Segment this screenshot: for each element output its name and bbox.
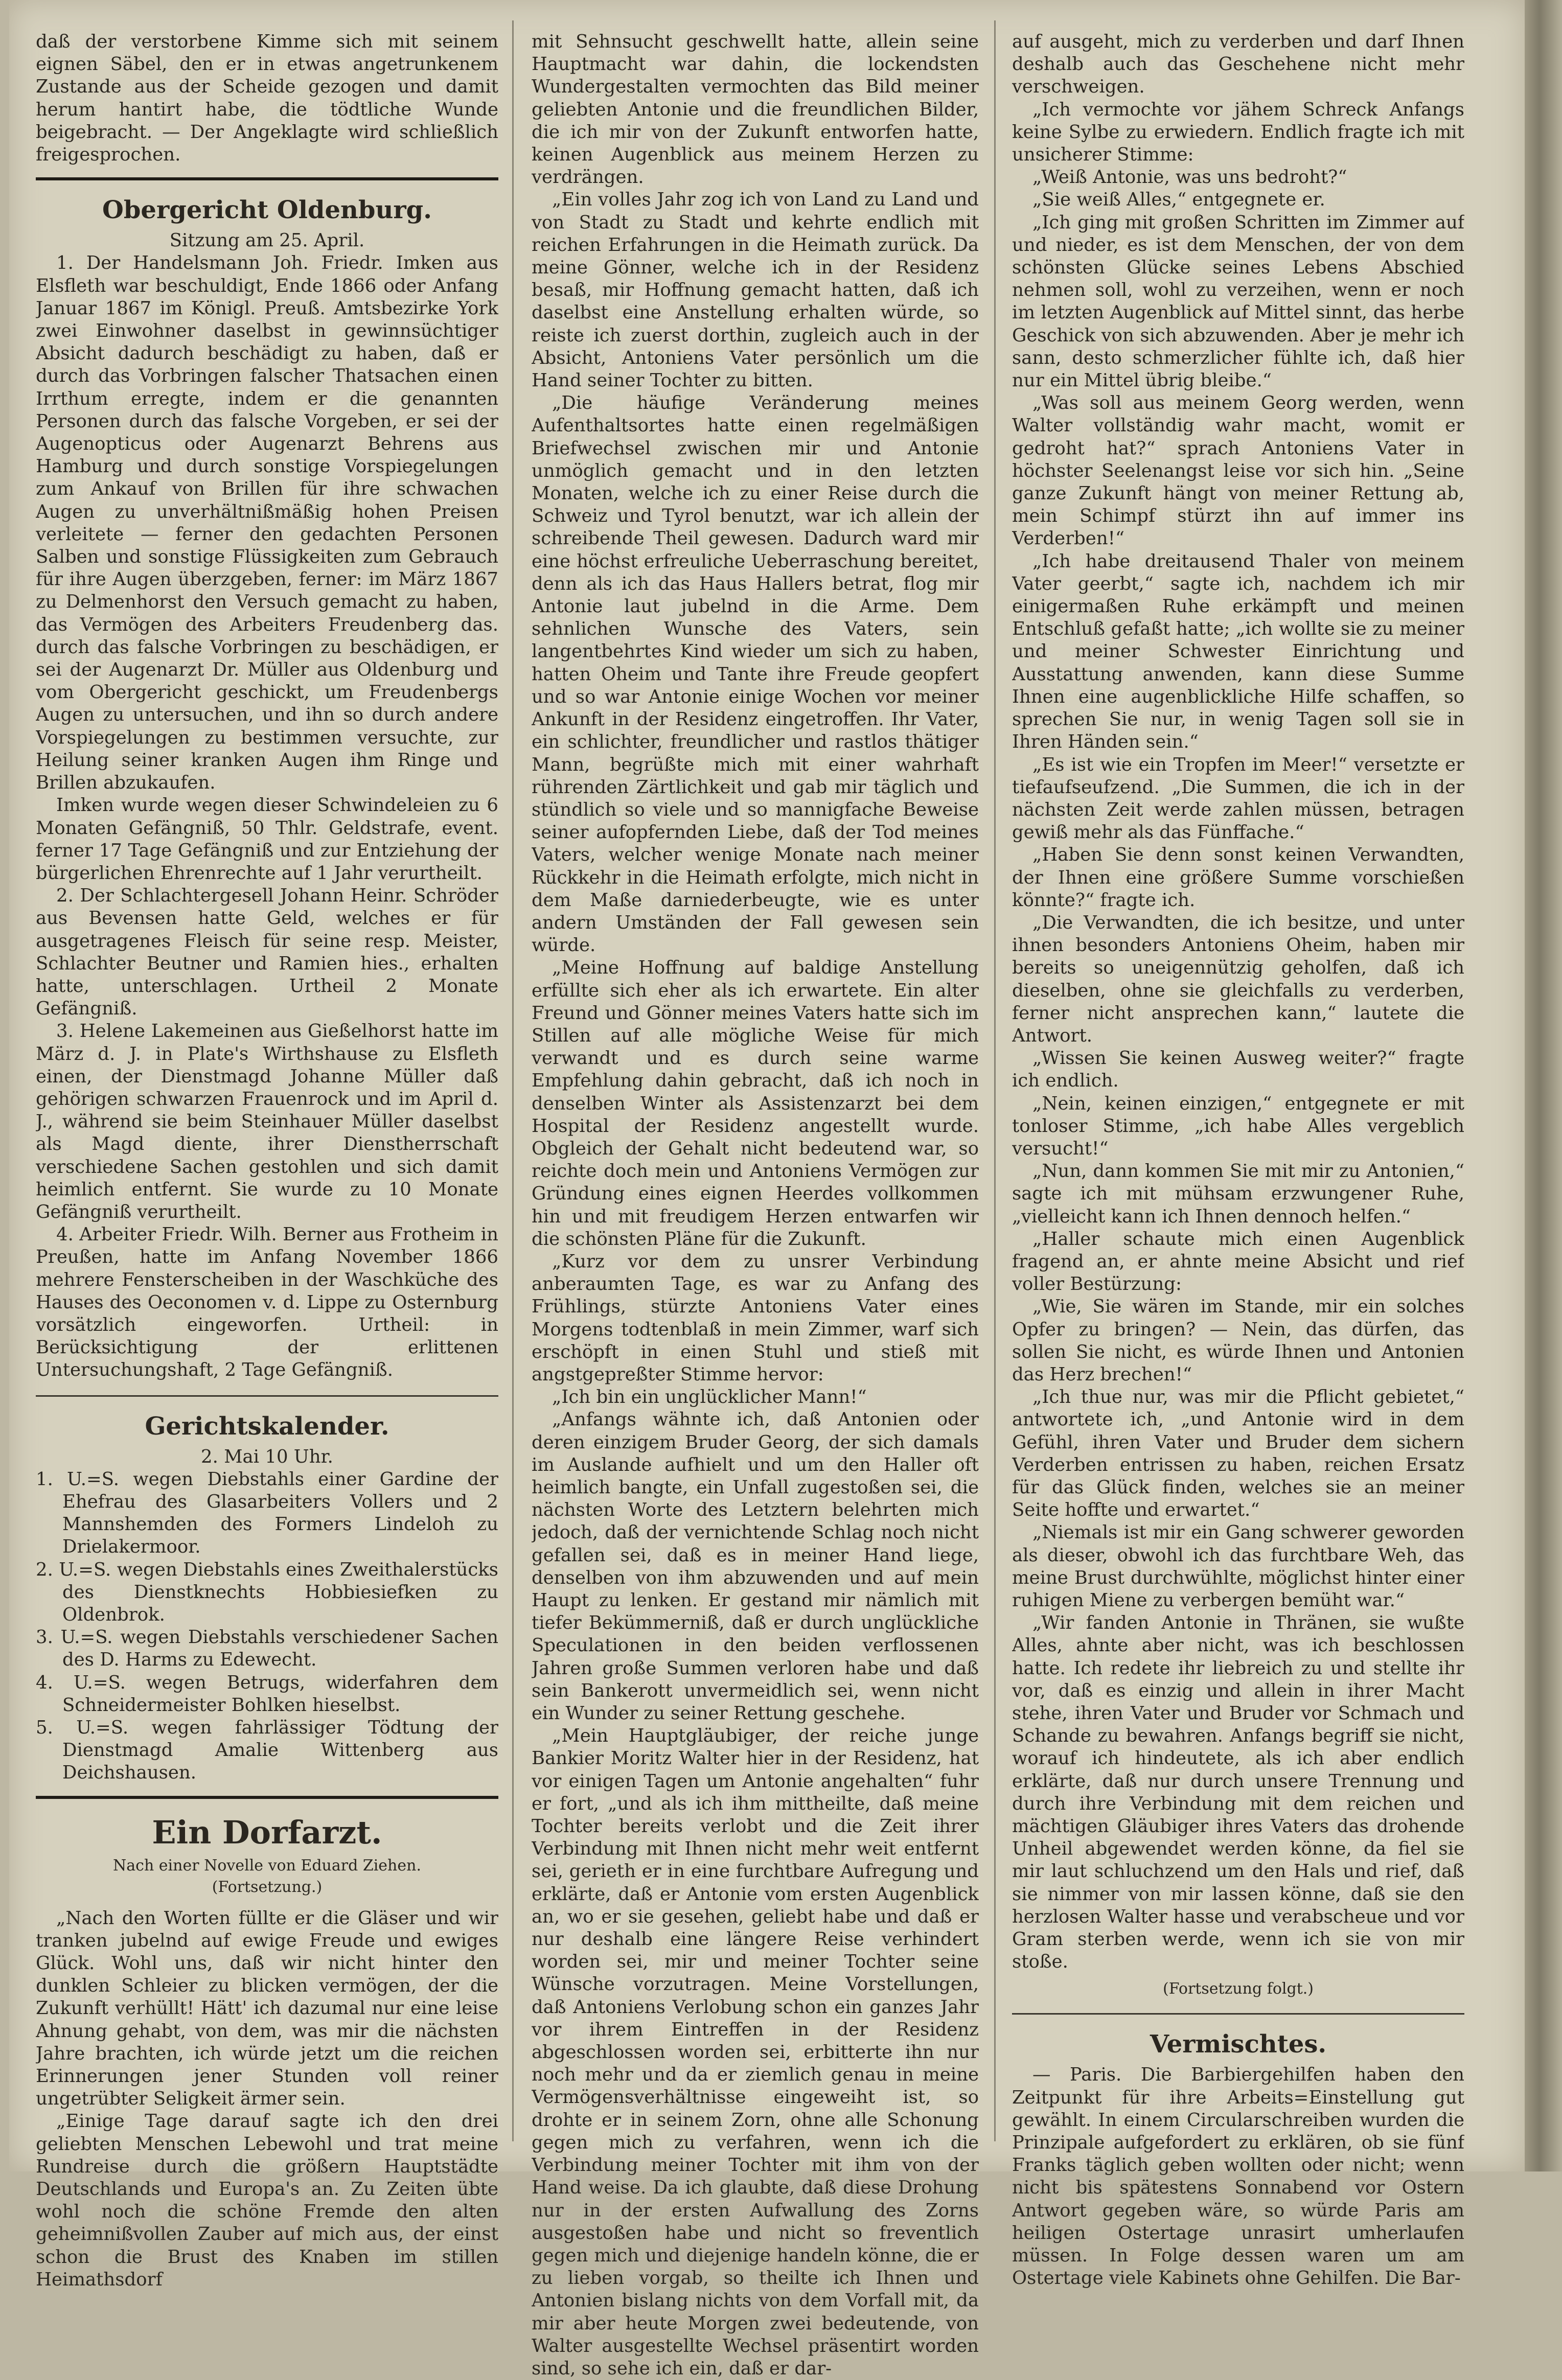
novel-heading: Ein Dorfarzt.	[152, 1813, 382, 1851]
novel-paragraph: mit Sehnsucht geschwellt hatte, allein seine Hauptmacht war dahin, die lockendsten Wundergestalten vermochten das Bild meiner geliebten Antonie und die freundlichen Bilder, die ich mir von der Zukunft entworfen hatte, keinen Augenblick aus meinem Herzen zu verdrängen.	[532, 31, 979, 188]
calendar-item: 3. U.=S. wegen Diebstahls verschiedener Sachen des D. Harms zu Edewecht.	[36, 1627, 498, 1671]
court-item: 2. Der Schlachtergesell Johann Heinr. Schröder aus Bevensen hatte Geld, welches er für ausgetragenes Fleisch für seine resp. Meister, Schlachter Beutner und Ramien hies., erhalten hatte, unterschlagen. Urtheil 2 Monate Gefängniß.	[36, 885, 498, 1020]
calendar-heading: Gerichtskalender.	[145, 1412, 389, 1441]
novel-paragraph: „Nun, dann kommen Sie mit mir zu Antonien,“ sagte ich mit mühsam erzwungener Ruhe, „vielleicht kann ich Ihnen dennoch helfen.“	[1012, 1161, 1464, 1227]
page-edge	[1525, 0, 1562, 2171]
novel-paragraph: „Haller schaute mich einen Augenblick fragend an, er ahnte meine Absicht und rief voller Bestürzung:	[1012, 1228, 1464, 1295]
novel-paragraph: „Nach den Worten füllte er die Gläser und wir tranken jubelnd auf ewige Freude und ewiges Glück. Wohl uns, daß wir nicht hinter den dunklen Schleier zu blicken vermögen, der die Zukunft verhüllt! Hätt' ich dazumal nur eine leise Ahnung gehabt, von dem, was mir die nächsten Jahre brachten, ich würde jetzt um die reichen Erinnerungen jener Stunden voll reiner ungetrübter Seligkeit ärmer sein.	[36, 1907, 498, 2110]
novel-paragraph: „Wir fanden Antonie in Thränen, sie wußte Alles, ahnte aber nicht, was ich beschlossen hatte. Ich redete ihr liebreich zu und stellte ihr vor, daß es einzig und allein in ihrer Macht stehe, ihren Vater und Bruder vor Schmach und Schande zu bewahren. Anfangs begriff sie nicht, worauf ich hindeutete, als ich aber endlich erklärte, daß nur durch unsere Trennung und durch ihre Verbindung mit dem reichen und mächtigen Gläubiger ihres Vaters das drohende Unheil abgewendet werden könne, da fiel sie mir laut schluchzend um den Hals und rief, daß sie nimmer von mir lassen könne, daß sie den herzlosen Walter hasse und verabscheue und vor Gram sterben werde, wenn ich sie von mir stoße.	[1012, 1612, 1464, 1973]
calendar-item: 1. U.=S. wegen Diebstahls einer Gardine der Ehefrau des Glasarbeiters Vollers und 2 Mannshemden des Formers Lindeloh zu Drielakermoor.	[36, 1468, 498, 1558]
misc-paragraph: — Paris. Die Barbiergehilfen haben den Zeitpunkt für ihre Arbeits=Einstellung gut gewählt. In einem Circularschreiben wurden die Prinzipale aufgefordert zu erklären, ob sie fünf Franks täglich geben wollten oder nicht; wenn nicht bis spätestens Sonnabend vor Ostern Antwort gegeben wäre, so würde Paris am heiligen Ostertage unrasirt umherlaufen müssen. In Folge dessen waren um am Ostertage viele Kabinets ohne Gehilfen. Die Bar-	[1012, 2064, 1464, 2289]
novel-paragraph: „Meine Hoffnung auf baldige Anstellung erfüllte sich eher als ich erwartete. Ein alter Freund und Gönner meines Vaters hatte sich im Stillen auf alle mögliche Weise für mich verwandt und es durch seine warme Empfehlung dahin gebracht, daß ich noch in denselben Winter als Assistenzarzt bei dem Hospital der Residenz angestellt wurde. Obgleich der Gehalt nicht bedeutend war, so reichte doch mein und Antoniens Vermögen zur Gründung eines eignen Heerdes vollkommen hin und mit freudigem Herzen entwarfen wir die schönsten Pläne für die Zukunft.	[532, 957, 979, 1250]
court-heading: Obergericht Oldenburg.	[102, 196, 432, 225]
novel-paragraph: „Ich bin ein unglücklicher Mann!“	[552, 1387, 867, 1408]
court-item: 4. Arbeiter Friedr. Wilh. Berner aus Frotheim in Preußen, hatte im Anfang November 1866 mehrere Fensterscheiben in der Waschküche des Hauses des Oeconomen v. d. Lippe zu Osternburg vorsätzlich eingeworfen. Urtheil: in Berücksichtigung der erlittenen Untersuchungshaft, 2 Tage Gefängniß.	[36, 1224, 498, 1381]
novel-byline: Nach einer Novelle von Eduard Ziehen.	[113, 1856, 421, 1875]
column-1	[36, 31, 498, 2291]
novel-paragraph: „Ich thue nur, was mir die Pflicht gebietet,“ antwortete ich, „und Antonie wird in dem Gefühl, ihren Vater und Bruder dem sichern Verderben entrissen zu haben, reichen Ersatz für das Glück finden, welches sie an meiner Seite hoffte und erwartet.“	[1012, 1387, 1464, 1521]
column-rule-2	[994, 20, 996, 2141]
novel-paragraph: „Anfangs wähnte ich, daß Antonien oder deren einzigem Bruder Georg, der sich damals im Auslande aufhielt und um den Haller oft heimlich bangte, ein Unfall zugestoßen sei, die nächsten Worte des Letztern belehrten mich jedoch, daß der vernichtende Schlag noch nicht gefallen sei, daß es in meiner Hand liege, denselben von ihm abzuwenden und auf mein Haupt zu lenken. Er gestand mir nämlich mit tiefer Bekümmerniß, daß er durch unglückliche Speculationen in den beiden verflossenen Jahren große Summen verloren habe und daß sein Bankerott unvermeidlich sei, wenn nicht ein Wunder zu seiner Rettung geschehe.	[532, 1409, 979, 1724]
court-item: 3. Helene Lakemeinen aus Gießelhorst hatte im März d. J. in Plate's Wirthshause zu Elsfleth einen, der Dienstmagd Johanne Müller daß gehörigen schwarzen Frauenrock und im April d. J., während sie beim Steinhauer Müller daselbst als Magd diente, ihrer Dienstherrschaft verschiedene Sachen gestohlen und sich damit heimlich entfernt. Sie wurde zu 10 Monate Gefängniß verurtheilt.	[36, 1021, 498, 1222]
court-report-ending: daß der verstorbene Kimme sich mit seinem eignen Säbel, den er in etwas angetrunkenem Zustande aus der Scheide gezogen und damit herum hantirt habe, die tödtliche Wunde beigebracht. — Der Angeklagte wird schließlich freigesprochen.	[36, 31, 498, 166]
novel-paragraph: „Nein, keinen einzigen,“ entgegnete er mit tonloser Stimme, „ich habe Alles vergeblich versucht!“	[1012, 1093, 1464, 1159]
novel-paragraph: „Es ist wie ein Tropfen im Meer!“ versetzte er tiefaufseufzend. „Die Summen, die ich in der nächsten Zeit werde zahlen müssen, betragen gewiß mehr als das Fünffache.“	[1012, 754, 1464, 843]
novel-paragraph: „Niemals ist mir ein Gang schwerer geworden als dieser, obwohl ich das furchtbare Weh, das meine Brust durchwühlte, möglichst hinter einer ruhigen Miene zu verbergen bemüht war.“	[1012, 1522, 1464, 1611]
section-divider	[36, 177, 498, 180]
calendar-item: 2. U.=S. wegen Diebstahls eines Zweithalerstücks des Dienstknechts Hobbiesiefken zu Oldenbrok.	[36, 1559, 498, 1625]
novel-paragraph: „Kurz vor dem zu unsrer Verbindung anberaumten Tage, es war zu Anfang des Frühlings, stürzte Antoniens Vater eines Morgens todtenblaß in mein Zimmer, warf sich erschöpft in einen Stuhl und stieß mit angstgepreßter Stimme hervor:	[532, 1251, 979, 1385]
novel-paragraph: „Sie weiß Alles,“ entgegnete er.	[1032, 189, 1325, 211]
novel-paragraph: „Ich ging mit großen Schritten im Zimmer auf und nieder, es ist dem Menschen, der von dem schönsten Glücke seines Lebens Abschied nehmen soll, wohl zu verzeihen, wenn er noch im letzten Augenblick auf Mittel sinnt, das herbe Geschick von sich abzuwenden. Aber je mehr ich sann, desto schmerzlicher fühlte ich, daß hier nur ein Mittel übrig bleibe.“	[1012, 212, 1464, 391]
column-3	[1012, 31, 1464, 2290]
novel-paragraph: „Ich vermochte vor jähem Schreck Anfangs keine Sylbe zu erwiedern. Endlich fragte ich mit unsicherer Stimme:	[1012, 99, 1464, 166]
column-rule-1	[512, 20, 514, 2141]
novel-continuation: (Fortsetzung.)	[212, 1878, 323, 1896]
section-divider	[36, 1796, 498, 1799]
section-divider	[1012, 2013, 1464, 2015]
novel-paragraph: „Ein volles Jahr zog ich von Land zu Land und von Stadt zu Stadt und kehrte endlich mit reichen Erfahrungen in die Heimath zurück. Da meine Gönner, welche ich in der Residenz besaß, mir Hoffnung gemacht hatten, daß ich daselbst eine Anstellung erhalten würde, so reiste ich zuerst dorthin, zugleich auch in der Absicht, Antoniens Vater persönlich um die Hand seiner Tochter zu bitten.	[532, 189, 979, 391]
novel-paragraph: „Weiß Antonie, was uns bedroht?“	[1032, 167, 1347, 188]
court-item: 1. Der Handelsmann Joh. Friedr. Imken aus Elsfleth war beschuldigt, Ende 1866 oder Anfang Januar 1867 im Königl. Preuß. Amtsbezirke York zwei Einwohner daselbst in gewinnsüchtiger Absicht dadurch beschädigt zu haben, daß er durch das Vorbringen falscher Thatsachen einen Irrthum erregte, indem er die genannten Personen durch das falsche Vorgeben, er sei der Augenopticus oder Augenarzt Behrens aus Hamburg und durch sonstige Vorspiegelungen zum Ankauf von Brillen für ihre schwachen Augen zu unverhältnißmäßig hohen Preisen verleitete — ferner den gedachten Personen Salben und sonstige Flüssigkeiten zum Gebrauch für ihre Augen überzgeben, ferner: im März 1867 zu Delmenhorst den Versuch gemacht zu haben, das Vermögen des Arbeiters Freudenberg das. durch das falsche Vorbringen zu beschädigen, er sei der Augenarzt Dr. Müller aus Oldenburg und vom Obergericht geschickt, um Freudenbergs Augen zu untersuchen, und ihn so durch andere Vorspiegelungen zu bestimmen versuchte, zur Heilung seiner kranken Augen ihm Ringe und Brillen abzukaufen.	[36, 252, 498, 794]
misc-heading: Vermischtes.	[1150, 2030, 1327, 2059]
to-be-continued: (Fortsetzung folgt.)	[1163, 1980, 1314, 1998]
calendar-item: 5. U.=S. wegen fahrlässiger Tödtung der Dienstmagd Amalie Wittenberg aus Deichshausen.	[36, 1717, 498, 1784]
court-session-date: Sitzung am 25. April.	[169, 230, 365, 251]
novel-paragraph: „Ich habe dreitausend Thaler von meinem Vater geerbt,“ sagte ich, nachdem ich mir einigermaßen Ruhe erkämpft und meinen Entschluß gefaßt hatte; „ich wollte sie zu meiner und meiner Schwester Einrichtung und Ausstattung anwenden, kann diese Summe Ihnen eine augenblickliche Hilfe schaffen, so sprechen Sie nur, in wenig Tagen soll sie in Ihren Händen sein.“	[1012, 550, 1464, 753]
novel-paragraph: „Die häufige Veränderung meines Aufenthaltsortes hatte einen regelmäßigen Briefwechsel zwischen mir und Antonie unmöglich gemacht und in den letzten Monaten, welche ich zu einer Reise durch die Schweiz und Tyrol benutzt, war ich allein der schreibende Theil gewesen. Dadurch ward mir eine höchst erfreuliche Ueberraschung bereitet, denn als ich das Haus Hallers betrat, flog mir Antonie laut jubelnd in die Arme. Dem sehnlichen Wunsche des Vaters, sein langentbehrtes Kind wieder um sich zu haben, hatten Oheim und Tante ihre Freude geopfert und so war Antonie einige Wochen vor meiner Ankunft in der Residenz eingetroffen. Ihr Vater, ein schlichter, freundlicher und rastlos thätiger Mann, begrüßte mich mit einer wahrhaft rührenden Zärtlichkeit und gab mir täglich und stündlich so viele und so mannigfache Beweise seiner aufopfernden Liebe, daß der Tod meines Vaters, welcher wenige Monate nach meiner Rückkehr in die Heimath erfolgte, mich nicht in dem Maße darniederbeugte, wie es unter andern Umständen der Fall gewesen sein würde.	[532, 392, 979, 956]
novel-paragraph: „Die Verwandten, die ich besitze, und unter ihnen besonders Antoniens Oheim, haben mir bereits so uneigennützig geholfen, daß ich dieselben, ohne sie gleichfalls zu verderben, ferner nicht ansprechen kann,“ lautete die Antwort.	[1012, 912, 1464, 1046]
novel-paragraph: auf ausgeht, mich zu verderben und darf Ihnen deshalb auch das Geschehene nicht mehr verschweigen.	[1012, 31, 1464, 98]
calendar-date: 2. Mai 10 Uhr.	[201, 1446, 333, 1467]
novel-paragraph: „Wissen Sie keinen Ausweg weiter?“ fragte ich endlich.	[1012, 1048, 1464, 1092]
novel-paragraph: „Wie, Sie wären im Stande, mir ein solches Opfer zu bringen? — Nein, das dürfen, das sollen Sie nicht, es würde Ihnen und Antonien das Herz brechen!“	[1012, 1296, 1464, 1385]
novel-paragraph: „Haben Sie denn sonst keinen Verwandten, der Ihnen eine größere Summe vorschießen könnte?“ fragte ich.	[1012, 844, 1464, 911]
section-divider	[36, 1395, 498, 1397]
column-2	[532, 31, 979, 2380]
novel-paragraph: „Mein Hauptgläubiger, der reiche junge Bankier Moritz Walter hier in der Residenz, hat vor einigen Tagen um Antonie angehalten“ fuhr er fort, „und als ich ihm mittheilte, daß meine Tochter bereits verlobt und die Zeit ihrer Verbindung mit Ihnen nicht mehr weit entfernt sei, gerieth er in eine furchtbare Aufregung und erklärte, daß er Antonie vom ersten Augenblick an, wo er sie gesehen, geliebt habe und daß er nur deshalb eine längere Reise verhindert worden sei, mir und meiner Tochter seine Wünsche vorzutragen. Meine Vorstellungen, daß Antoniens Verlobung schon ein ganzes Jahr vor ihrem Eintreffen in der Residenz abgeschlossen worden sei, erbitterte ihn nur noch mehr und da er ziemlich genau in meine Vermögensverhältnisse eingeweiht ist, so drohte er in seinem Zorn, ohne alle Schonung gegen mich zu verfahren, wenn ich die Verbindung meiner Tochter mit ihm von der Hand weise. Da ich glaubte, daß diese Drohung nur in der ersten Aufwallung des Zorns ausgestoßen habe und nicht so freventlich gegen mich und diejenige handeln könne, die er zu lieben vorgab, so theilte ich Ihnen und Antonien bislang nichts von dem Vorfall mit, da mir aber heute Morgen zwei bedeutende, von Walter ausgestellte Wechsel präsentirt worden sind, so sehe ich ein, daß er dar-	[532, 1725, 979, 2379]
novel-paragraph: „Was soll aus meinem Georg werden, wenn Walter vollständig wahr macht, womit er gedroht hat?“ sprach Antoniens Vater in höchster Seelenangst leise vor sich hin. „Seine ganze Zukunft hängt von meiner Rettung ab, mein Schimpf stürzt ihn auf immer ins Verderben!“	[1012, 392, 1464, 549]
court-item: Imken wurde wegen dieser Schwindeleien zu 6 Monaten Gefängniß, 50 Thlr. Geldstrafe, event. ferner 17 Tage Gefängniß und zur Entziehung der bürgerlichen Ehrenrechte auf 1 Jahr verurtheilt.	[36, 795, 498, 884]
novel-paragraph: „Einige Tage darauf sagte ich den drei geliebten Menschen Lebewohl und trat meine Rundreise durch die größern Hauptstädte Deutschlands und Europa's an. Zu Zeiten übte wohl noch die schöne Fremde den alten geheimnißvollen Zauber auf mich aus, der einst schon die Brust des Knaben im stillen Heimathsdorf	[36, 2111, 498, 2290]
calendar-item: 4. U.=S. wegen Betrugs, widerfahren dem Schneidermeister Bohlken hieselbst.	[36, 1672, 498, 1716]
